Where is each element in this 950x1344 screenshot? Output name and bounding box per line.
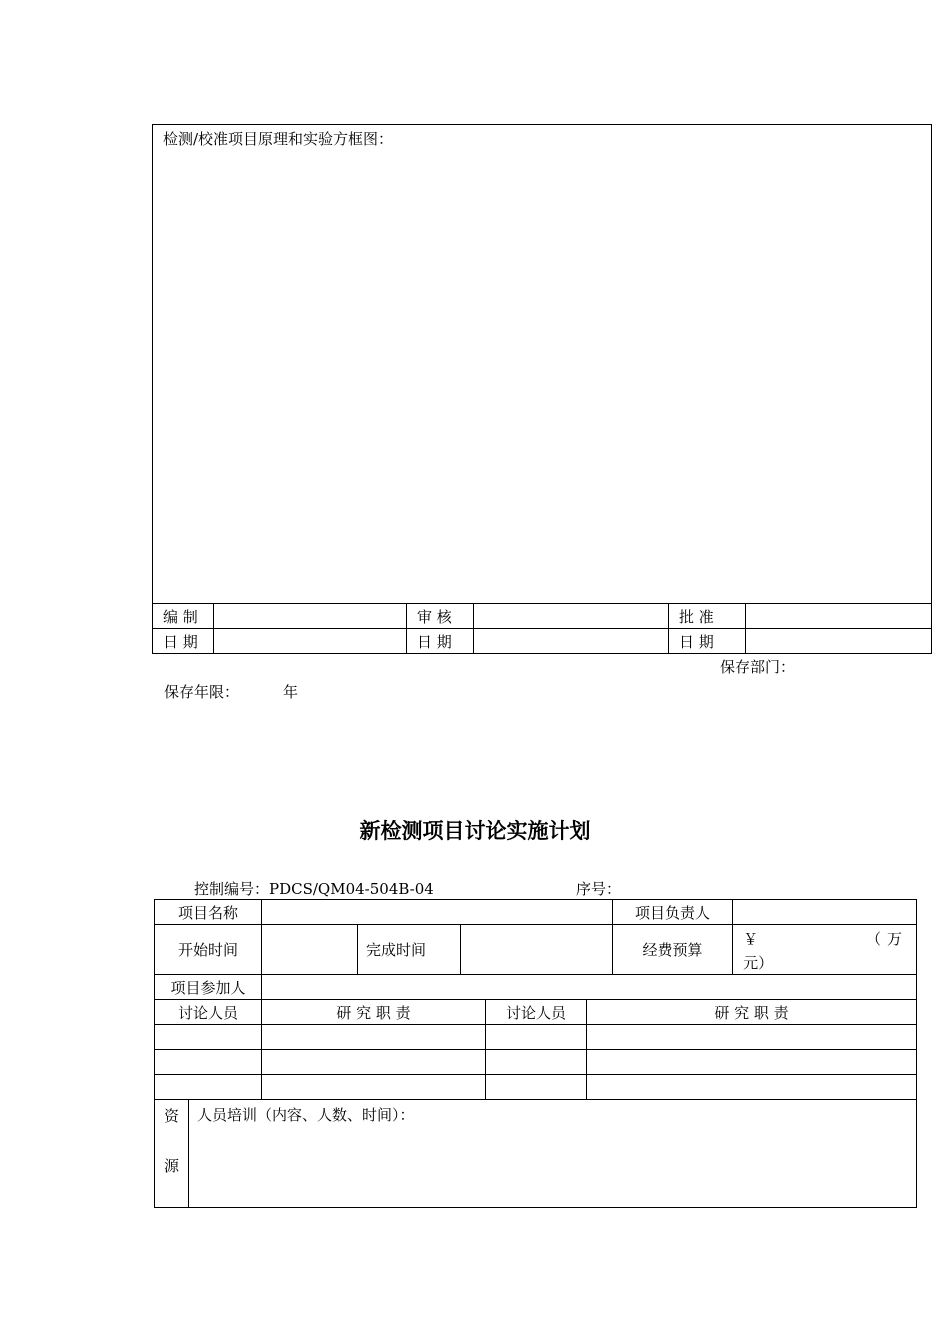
approved-date-label: 日 期 [669, 629, 746, 654]
control-number: 控制编号：PDCS/QM04-504B-04 [194, 880, 434, 898]
retention-years-unit: 年 [283, 683, 299, 701]
reviewed-field[interactable] [474, 604, 669, 629]
project-name-field[interactable] [262, 900, 613, 925]
approved-label: 批 准 [669, 604, 746, 629]
compiled-date-label: 日 期 [153, 629, 214, 654]
duty-cell[interactable] [262, 1075, 486, 1100]
page-title: 新检测项目讨论实施计划 [359, 819, 591, 843]
duty-cell[interactable] [587, 1025, 917, 1050]
duty-cell[interactable] [262, 1050, 486, 1075]
budget-field[interactable] [733, 925, 917, 975]
budget-unit-open: （万 [866, 930, 909, 948]
retention-period [164, 681, 298, 702]
serial-number-label: 序号： [576, 880, 622, 898]
table-row [155, 1075, 917, 1100]
compiled-label: 编 制 [153, 604, 214, 629]
project-name-label: 项目名称 [155, 900, 262, 925]
finish-time-field[interactable] [461, 925, 613, 975]
plan-form-table [154, 899, 917, 1208]
participants-label: 项目参加人 [155, 975, 262, 1000]
discussants-header-2: 讨论人员 [486, 1000, 587, 1025]
table-row [155, 1050, 917, 1075]
retention-years-label: 保存年限： [164, 683, 240, 701]
budget-label: 经费预算 [613, 925, 733, 975]
discussant-cell[interactable] [486, 1050, 587, 1075]
project-lead-label: 项目负责人 [613, 900, 733, 925]
duties-header-1: 研 究 职 责 [262, 1000, 486, 1025]
duty-cell[interactable] [262, 1025, 486, 1050]
budget-unit-close: 元） [743, 954, 774, 972]
reviewed-label: 审 核 [407, 604, 474, 629]
diagram-area[interactable] [153, 125, 932, 604]
project-lead-field[interactable] [733, 900, 917, 925]
discussants-header-1: 讨论人员 [155, 1000, 262, 1025]
resource-label [155, 1100, 189, 1208]
resource-char-2: 源 [163, 1157, 179, 1175]
discussant-cell[interactable] [155, 1050, 262, 1075]
duties-header-2: 研 究 职 责 [587, 1000, 917, 1025]
diagram-label: 检测/校准项目原理和实验方框图： [163, 130, 394, 148]
training-label: 人员培训（内容、人数、时间）： [197, 1106, 415, 1124]
reviewed-date-label: 日 期 [407, 629, 474, 654]
compiled-date-field[interactable] [214, 629, 407, 654]
start-time-field[interactable] [262, 925, 358, 975]
diagram-form-table [152, 124, 932, 654]
duty-cell[interactable] [587, 1050, 917, 1075]
resource-char-1: 资 [163, 1107, 179, 1125]
budget-currency: ￥ [743, 930, 759, 948]
duty-cell[interactable] [587, 1075, 917, 1100]
discussant-cell[interactable] [155, 1075, 262, 1100]
start-time-label: 开始时间 [155, 925, 262, 975]
compiled-field[interactable] [214, 604, 407, 629]
participants-field[interactable] [262, 975, 917, 1000]
discussant-cell[interactable] [486, 1075, 587, 1100]
approved-field[interactable] [746, 604, 932, 629]
discussant-cell[interactable] [155, 1025, 262, 1050]
table-row [155, 1025, 917, 1050]
approved-date-field[interactable] [746, 629, 932, 654]
training-field[interactable] [189, 1100, 917, 1208]
discussant-cell[interactable] [486, 1025, 587, 1050]
retention-department: 保存部门： [720, 658, 796, 676]
finish-time-label: 完成时间 [358, 925, 461, 975]
reviewed-date-field[interactable] [474, 629, 669, 654]
